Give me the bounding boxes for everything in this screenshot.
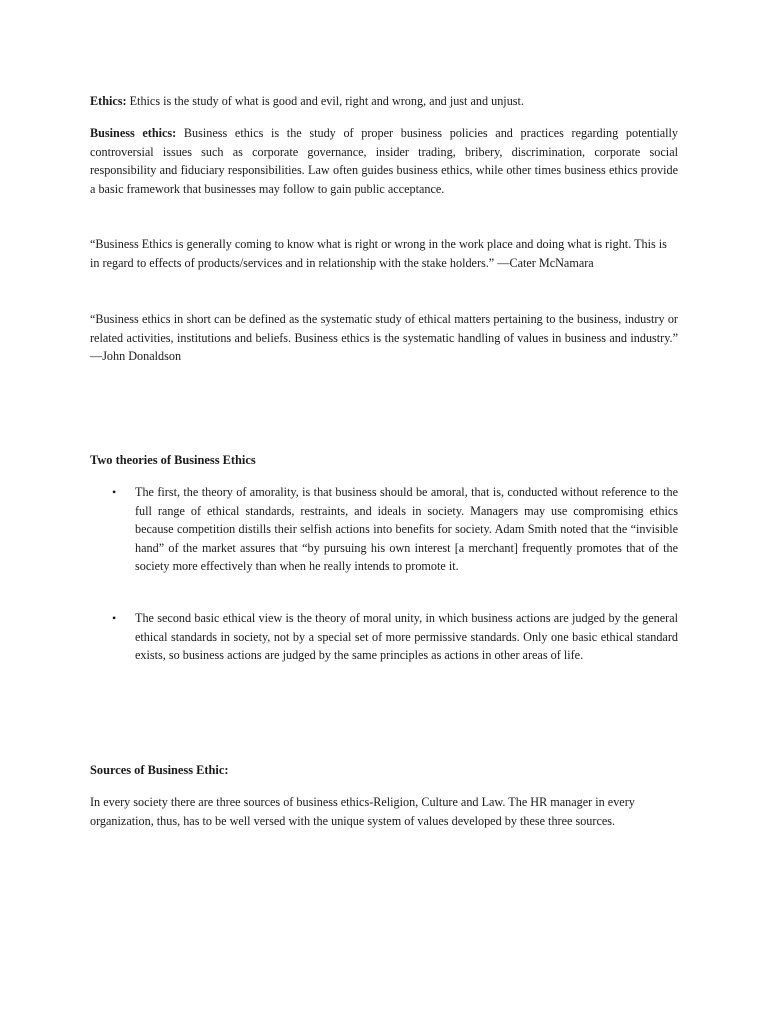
sources-heading: Sources of Business Ethic: bbox=[90, 763, 229, 777]
business-ethics-term: Business ethics: bbox=[90, 126, 177, 140]
quote-mcnamara: “Business Ethics is generally coming to know what is right or wrong in the work place and doing what is right. This is in regard to effects of products/services and in relationship with the stake holders.” —Cater McNamara bbox=[90, 237, 667, 270]
ethics-term: Ethics: bbox=[90, 94, 127, 108]
business-ethics-definition bbox=[90, 124, 678, 198]
theory-text-moral-unity: The second basic ethical view is the theory of moral unity, in which business actions are judged by the general ethical standards in society, not by a special set of more permissive standards. Only one basic ethical standard exists, so business actions are judged by the same principles as actions in other areas of life. bbox=[135, 611, 678, 662]
ethics-text: Ethics is the study of what is good and evil, right and wrong, and just and unjust. bbox=[129, 94, 524, 108]
theory-text-amorality: The first, the theory of amorality, is that business should be amoral, that is, conducted without reference to the full range of ethical standards, restraints, and ideals in society. Managers may use compromising ethics because competition distills their selfish actions into benefits for society. Adam Smith noted that the “invisible hand” of the market assures that “by pursuing his own interest [a merchant] frequently promotes that of the society more effectively than when he really intends to promote it. bbox=[135, 485, 678, 573]
theories-heading: Two theories of Business Ethics bbox=[90, 453, 256, 467]
bullet-icon: • bbox=[112, 611, 117, 625]
theory-item-amorality bbox=[112, 483, 678, 576]
quote-donaldson: “Business ethics in short can be defined as the systematic study of ethical matters pertaining to the business, industry or related activities, institutions and beliefs. Business ethics is the systematic handling of values in business and industry.” —John Donaldson bbox=[90, 312, 678, 363]
sources-text: In every society there are three sources of business ethics-Religion, Culture and Law. The HR manager in every organization, thus, has to be well versed with the unique system of values developed by these three sources. bbox=[90, 795, 635, 828]
business-ethics-text: Business ethics is the study of proper business policies and practices regarding potentially controversial issues such as corporate governance, insider trading, bribery, discrimination, corporate social responsibility and fiduciary responsibilities. Law often guides business ethics, while other times business ethics provide a basic framework that businesses may follow to gain public acceptance. bbox=[90, 126, 679, 196]
theory-item-moral-unity bbox=[112, 609, 678, 665]
bullet-icon: • bbox=[112, 485, 117, 499]
ethics-definition bbox=[90, 92, 678, 111]
